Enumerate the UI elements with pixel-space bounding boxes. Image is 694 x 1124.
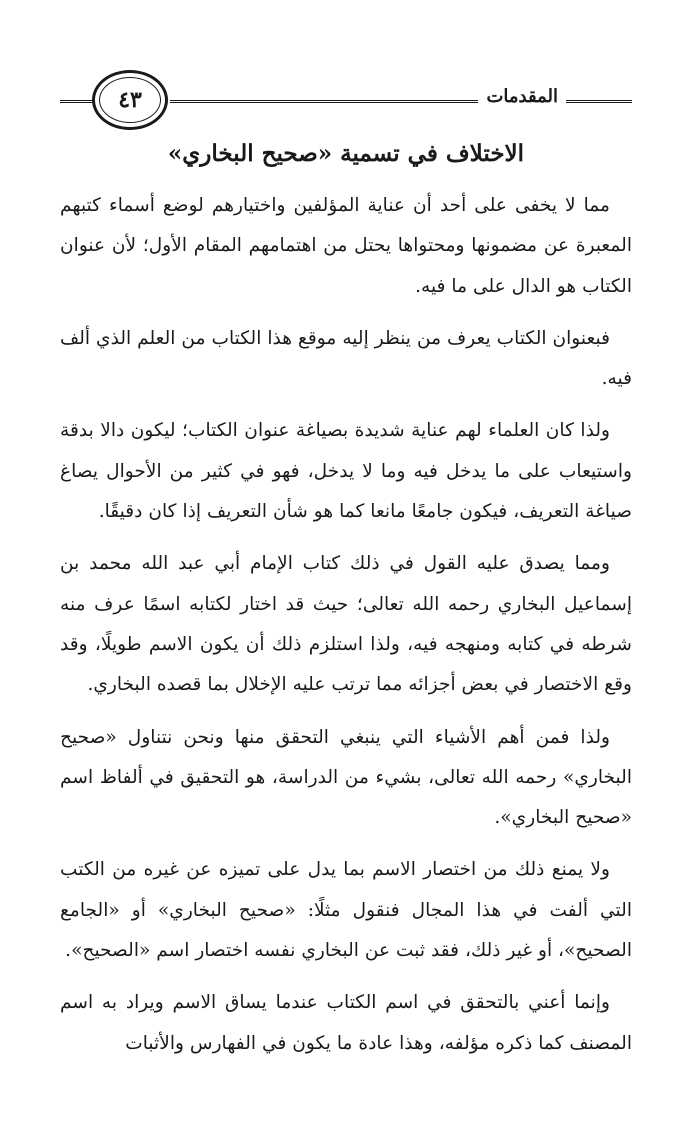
header-rule-middle: [170, 100, 504, 103]
paragraph: مما لا يخفى على أحد أن عناية المؤلفين واختيارهم لوضع أسماء كتبهم المعبرة عن مضمونها ومحتواها يحتل من اهتمامهم المقام الأول؛ لأن عنوان الكتاب هو الدال على ما فيه.: [60, 195, 632, 297]
running-head: المقدمات: [478, 86, 566, 107]
paragraph: ولذا فمن أهم الأشياء التي ينبغي التحقق منها ونحن نتناول «صحيح البخاري» رحمه الله تعالى، بشيء من الدراسة، هو التحقيق في ألفاظ اسم «صحيح البخاري».: [60, 726, 632, 829]
header-rule-left: [60, 100, 96, 103]
body-text: [60, 186, 632, 1076]
page-number-badge: [92, 70, 168, 130]
paragraph: ولا يمنع ذلك من اختصار الاسم بما يدل على تميزه عن غيره من الكتب التي ألفت في هذا المجال فنقول مثلًا: «صحيح البخاري» أو «الجامع الصحيح»، أو غير ذلك، فقد ثبت عن البخاري نفسه اختصار اسم «الصحيح».: [60, 859, 632, 962]
paragraph: فبعنوان الكتاب يعرف من ينظر إليه موقع هذا الكتاب من العلم الذي ألف فيه.: [60, 327, 632, 390]
header-rule-right: [566, 100, 632, 103]
section-title: الاختلاف في تسمية «صحيح البخاري»: [167, 140, 525, 167]
paragraph: وإنما أعني بالتحقق في اسم الكتاب عندما يساق الاسم ويراد به اسم المصنف كما ذكره مؤلفه، وهذا عادة ما يكون في الفهارس والأثبات: [60, 992, 632, 1054]
page-header: [60, 70, 632, 128]
paragraph: ولذا كان العلماء لهم عناية شديدة بصياغة عنوان الكتاب؛ ليكون دالا بدقة واستيعاب على ما يدخل فيه وما لا يدخل، فهو في كثير من الأحوال يصاغ صياغة التعريف، فيكون جامعًا مانعا كما هو شأن التعريف إذا كان دقيقًا.: [60, 420, 632, 523]
page-number: ٤٣: [118, 87, 142, 113]
paragraph: ومما يصدق عليه القول في ذلك كتاب الإمام أبي عبد الله محمد بن إسماعيل البخاري رحمه الله تعالى؛ حيث قد اختار لكتابه اسمًا عرف منه شرطه في كتابه ومنهجه فيه، ولذا استلزم ذلك أن يكون الاسم طويلًا، وقد وقع الاختصار في بعض أجزائه مما ترتب عليه الإخلال بما قصده البخاري.: [60, 553, 632, 696]
